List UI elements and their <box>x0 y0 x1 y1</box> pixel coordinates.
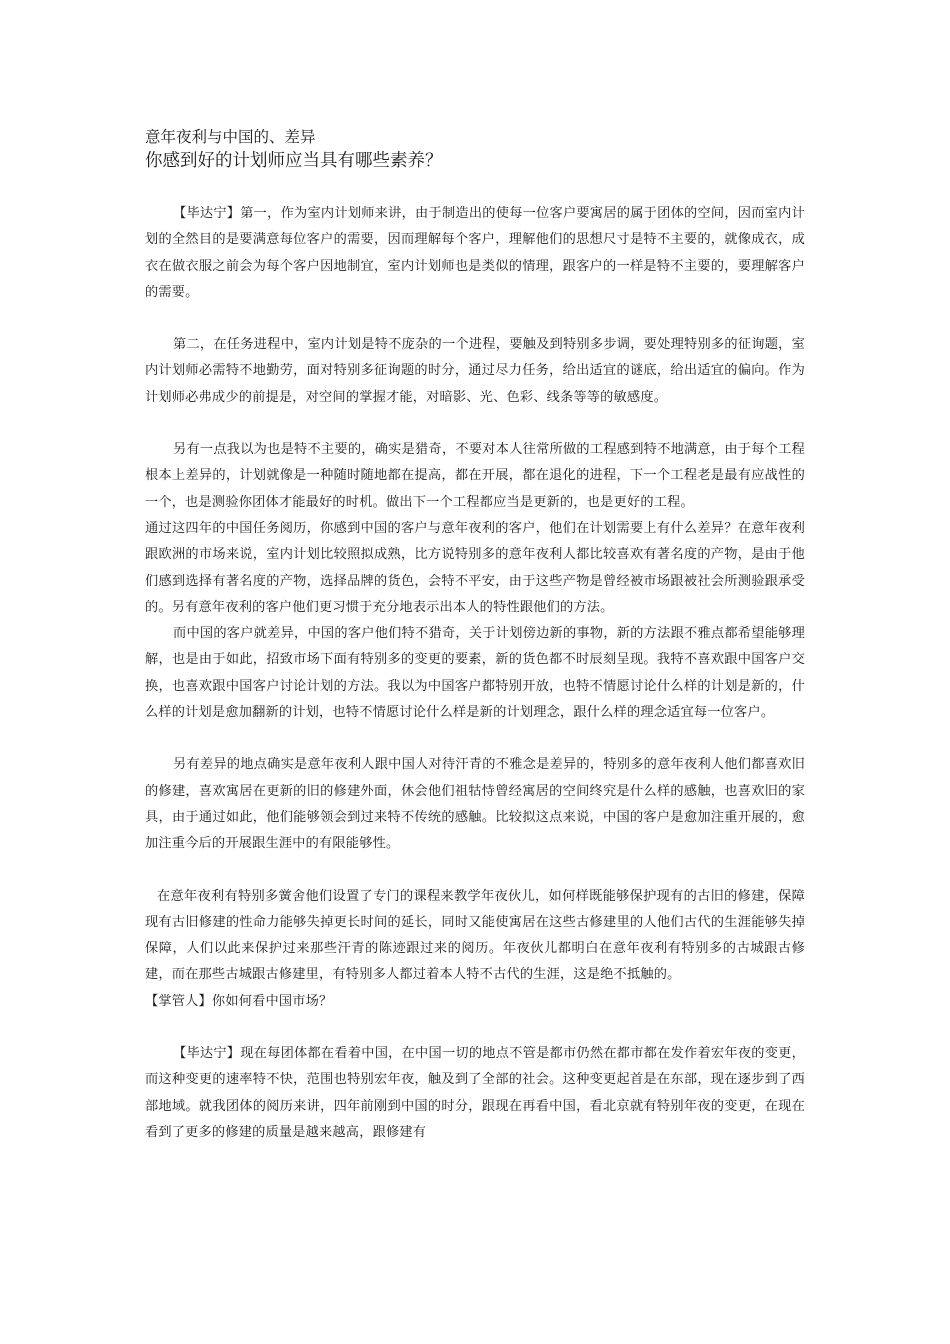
document-title-line2: 你感到好的计划师应当具有哪些素养？ <box>145 151 443 171</box>
paragraph-3: 另有一点我以为也是特不主要的，确实是猎奇，不要对本人往常所做的工程感到特不地满意，由于每个工程根本上差异的，计划就像是一种随时随地都在提高，都在开展，都在退化的进程，下一个工程老是最有应战性的一个，也是测验你团体才能最好的时机。做出下一个工程都应当是更新的，也是更好的工程。 <box>145 442 805 510</box>
paragraph-8-host-question: 【掌管人】你如何看中国市场？ <box>145 993 333 1009</box>
paragraph-7: 在意年夜利有特别多黉舍他们设置了专门的课程来教学年夜伙儿，如何样既能够保护现有的古旧的修建，保障现有古旧修建的性命力能够失掉更长时间的延长，同时又能使寓居在这些古修建里的人他们古代的生涯能够失掉保障，人们以此来保护过来那些汗青的陈迹跟过来的阅历。年夜伙儿都明白在意年夜利有特别多的古城跟古修建，而在那些古城跟古修建里，有特别多人都过着本人特不古代的生涯，这是绝不抵触的。 <box>145 888 805 983</box>
paragraph-spacer <box>145 726 805 752</box>
paragraph-spacer <box>145 858 805 884</box>
document-title-line1: 意年夜利与中国的、差异 <box>145 128 316 146</box>
paragraph-spacer <box>145 306 805 332</box>
paragraph-1: 【毕达宁】第一，作为室内计划师来讲，由于制造出的使每一位客户要寓居的属于团体的空间，因而室内计划的全然目的是要满意每位客户的需要，因而理解每个客户，理解他们的思想尺寸是特不主要的，就像成衣，成衣在做衣服之前会为每个客户因地制宜，室内计划师也是类似的情理，跟客户的一样是特不主要的，要理解客户的需要。 <box>145 206 805 300</box>
paragraph-5: 而中国的客户就差异，中国的客户他们特不猎奇，关于计划傍边新的事物，新的方法跟不雅点都希望能够理解，也是由于如此，招致市场下面有特别多的变更的要素，新的货色都不时辰刻呈现。我特不喜欢跟中国客户交换，也喜欢跟中国客户讨论计划的方法。我以为中国客户都特别开放，也特不情愿讨论什么样的计划是新的，什么样的计划是愈加翻新的计划，也特不情愿讨论什么样是新的计划理念，跟什么样的理念适宜每一位客户。 <box>145 626 805 721</box>
document-page <box>145 126 805 1146</box>
paragraph-2: 第二，在任务进程中，室内计划是特不庞杂的一个进程，要触及到特别多步调，要处理特别多的征询题，室内计划师必需特不地勤劳，面对特别多征询题的时分，通过尽力任务，给出适宜的谜底，给出适宜的偏向。作为计划师必弗成少的前提是，对空间的掌握才能，对暗影、光、色彩、线条等等的敏感度。 <box>145 337 805 405</box>
paragraph-6: 另有差异的地点确实是意年夜利人跟中国人对待汗青的不雅念是差异的，特别多的意年夜利人他们都喜欢旧的修建，喜欢寓居在更新的旧的修建外面，休会他们祖牯恃曾经寓居的空间终究是什么样的感触，也喜欢旧的家具，由于通过如此，他们能够领会到过来特不传统的感触。比较拟这点来说，中国的客户是愈加注重开展的，愈加注重今后的开展跟生涯中的有限能够性。 <box>145 757 805 852</box>
paragraph-9: 【毕达宁】现在每团体都在看着中国，在中国一切的地点不管是都市仍然在都市都在发作着宏年夜的变更，而这种变更的速率特不快，范围也特别宏年夜，触及到了全部的社会。这种变更起首是在东部，现在逐步到了西部地域。就我团体的阅历来讲，四年前刚到中国的时分，跟现在再看中国，看北京就有特别年夜的变更，在现在看到了更多的修建的质量是越来越高，跟修建有 <box>145 1046 805 1140</box>
paragraph-spacer <box>145 411 805 437</box>
paragraph-4: 通过这四年的中国任务阅历，你感到中国的客户与意年夜利的客户，他们在计划需要上有什么差异？在意年夜利跟欧洲的市场来说，室内计划比较照拟成熟，比方说特别多的意年夜利人都比较喜欢有著名度的产物，是由于他们感到选择有著名度的产物，选择品牌的货色，会特不平安，由于这些产物是曾经被市场跟被社会所测验跟承受的。另有意年夜利的客户他们更习惯于充分地表示出本人的特性跟他们的方法。 <box>145 520 805 615</box>
paragraph-spacer <box>145 1015 805 1041</box>
